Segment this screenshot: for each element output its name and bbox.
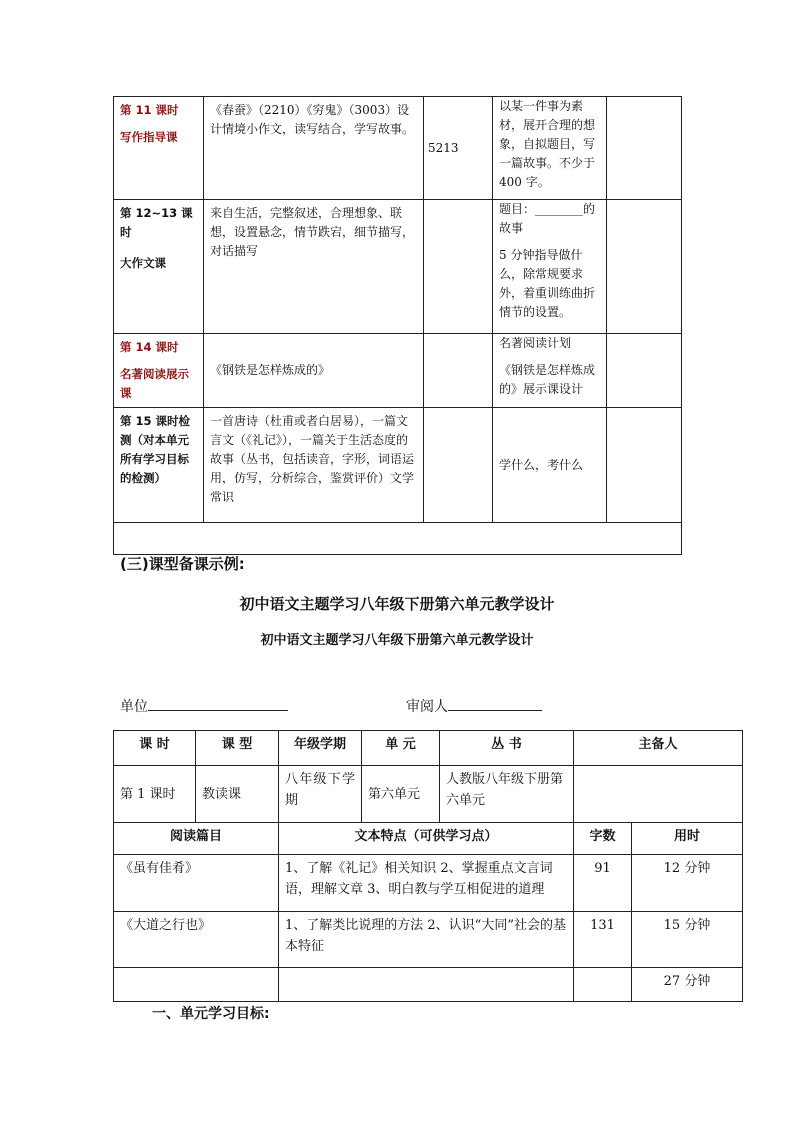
header-lead: 主备人 — [574, 731, 743, 766]
empty-row — [114, 523, 682, 555]
lesson-code — [424, 408, 493, 523]
lesson-notes: 学什么，考什么 — [493, 408, 607, 523]
empty-cell — [607, 200, 682, 334]
header-grade: 年级学期 — [279, 731, 362, 766]
lesson-number: 第 12~13 课时 — [120, 206, 193, 239]
reading-word-count: 91 — [574, 855, 632, 912]
reading-features — [279, 968, 574, 1002]
unit-label: 单位 — [120, 699, 148, 715]
empty-cell — [607, 334, 682, 408]
table-row — [114, 334, 682, 408]
lesson-code — [424, 334, 493, 408]
reading-title: 《虽有佳肴》 — [114, 855, 279, 912]
lesson-code — [424, 200, 493, 334]
table-row — [114, 823, 743, 855]
info-series: 人教版八年级下册第六单元 — [440, 766, 574, 823]
reading-title: 《大道之行也》 — [114, 912, 279, 968]
table-row — [114, 97, 682, 200]
reading-title — [114, 968, 279, 1002]
lesson-number: 第 15 课时检测（对本单元所有学习目标的检测） — [114, 408, 204, 523]
table-row — [114, 968, 743, 1002]
header-type: 课 型 — [196, 731, 279, 766]
reviewer-label: 审阅人 — [406, 699, 448, 715]
unit-goals-heading: 一、单元学习目标: — [152, 1006, 270, 1022]
table-row — [114, 766, 743, 823]
document-title: 初中语文主题学习八年级下册第六单元教学设计 — [239, 595, 555, 613]
total-duration: 27 分钟 — [632, 968, 743, 1002]
unit-field — [120, 696, 288, 716]
table-row — [114, 731, 743, 766]
lesson-number: 第 14 课时 — [120, 340, 179, 354]
lesson-plan-table — [113, 730, 743, 1002]
section-heading: (三)课型备课示例: — [120, 555, 245, 573]
reading-duration: 15 分钟 — [632, 912, 743, 968]
lesson-content: 《春蚕》（2210）《穷鬼》（3003）设计情境小作文，读写结合，学写故事。 — [204, 97, 424, 200]
lesson-content: 一首唐诗（杜甫或者白居易），一篇文言文（《礼记》），一篇关于生活态度的故事（丛书，包括读音，字形，词语运用，仿写，分析综合，鉴赏评价）文学常识 — [204, 408, 424, 523]
lesson-type: 名著阅读展示课 — [120, 367, 189, 400]
schedule-table — [113, 96, 682, 555]
guidance-note: 5 分钟指导做什么，除常规要求外，着重训练曲折情节的设置。 — [499, 248, 596, 319]
lesson-notes: 以某一件事为素材，展开合理的想象，自拟题目，写一篇故事。不少于 400 字。 — [493, 97, 607, 200]
reading-plan-label: 名著阅读计划 — [499, 336, 572, 350]
header-word-count: 字数 — [574, 823, 632, 855]
empty-cell — [607, 408, 682, 523]
header-unit: 单 元 — [362, 731, 440, 766]
lesson-content: 《钢铁是怎样炼成的》 — [204, 334, 424, 408]
lesson-type: 写作指导课 — [120, 130, 178, 144]
header-reading: 阅读篇目 — [114, 823, 279, 855]
reading-features: 1、了解类比说理的方法 2、认识“大同”社会的基本特征 — [279, 912, 574, 968]
lesson-number: 第 11 课时 — [120, 103, 179, 117]
table-row — [114, 200, 682, 334]
reading-word-count: 131 — [574, 912, 632, 968]
reading-duration: 12 分钟 — [632, 855, 743, 912]
info-unit: 第六单元 — [362, 766, 440, 823]
reading-features: 1、了解《礼记》相关知识 2、掌握重点文言词语，理解文章 3、明白教与学互相促进的道理 — [279, 855, 574, 912]
header-lesson: 课 时 — [114, 731, 196, 766]
lesson-content: 来自生活，完整叙述，合理想象、联想，设置悬念，情节跌宕，细节描写，对话描写 — [204, 200, 424, 334]
info-type: 教读课 — [196, 766, 279, 823]
showcase-design-label: 《钢铁是怎样炼成的》展示课设计 — [499, 363, 596, 396]
reading-word-count — [574, 968, 632, 1002]
info-lead — [574, 766, 743, 823]
table-row — [114, 855, 743, 912]
unit-blank — [148, 696, 288, 711]
empty-cell — [607, 97, 682, 200]
header-features: 文本特点（可供学习点） — [279, 823, 574, 855]
info-lesson: 第 1 课时 — [114, 766, 196, 823]
header-series: 丛 书 — [440, 731, 574, 766]
table-row — [114, 912, 743, 968]
lesson-code: 5213 — [424, 97, 493, 200]
header-duration: 用时 — [632, 823, 743, 855]
reviewer-field — [406, 696, 542, 716]
essay-title-prompt: 题目：________的故事 — [499, 202, 596, 235]
lesson-type: 大作文课 — [120, 256, 166, 270]
document-subtitle: 初中语文主题学习八年级下册第六单元教学设计 — [260, 633, 534, 648]
info-grade: 八年级下学期 — [279, 766, 362, 823]
reviewer-blank — [448, 696, 542, 711]
table-row — [114, 408, 682, 523]
table-row — [114, 523, 682, 555]
